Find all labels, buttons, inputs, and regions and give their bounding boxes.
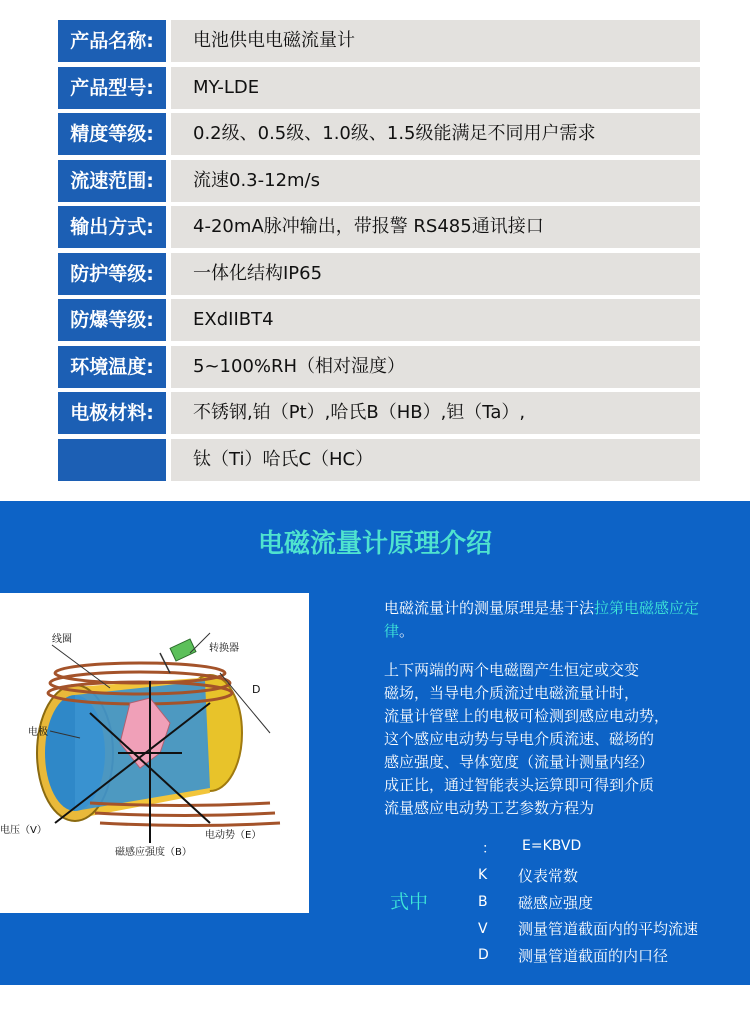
spec-label: [58, 439, 166, 481]
spec-value: 流速0.3-12m/s: [171, 160, 700, 202]
intro-highlight: 拉第电磁感应定律: [384, 599, 700, 640]
spec-row-electrode: [58, 392, 700, 434]
spec-row-protection: [58, 253, 700, 295]
emf-label: 电动势（E）: [205, 830, 262, 841]
converter-label: 转换器: [209, 643, 239, 654]
spec-row-model: [58, 67, 700, 109]
body-line: 这个感应电动势与导电介质流速、磁场的: [384, 730, 655, 748]
spec-label: 防护等级:: [58, 253, 166, 295]
spec-value: EXdIIBT4: [171, 299, 700, 341]
body-line: 流量感应电动势工艺参数方程为: [384, 799, 595, 817]
symbol-b: B: [478, 894, 488, 910]
spec-table: [58, 20, 700, 485]
spec-value: 4-20mA脉冲输出，带报警 RS485通讯接口: [171, 206, 700, 248]
spec-value: 电池供电电磁流量计: [171, 20, 700, 62]
body-line: 上下两端的两个电磁圈产生恒定或交变: [384, 661, 640, 679]
principle-body: [384, 659, 734, 820]
electrode-label: 电极: [28, 727, 48, 738]
flux-label: 磁感应强度（B）: [115, 847, 192, 858]
symbol-d: D: [478, 947, 489, 963]
symbol-v: V: [478, 921, 488, 937]
flowmeter-diagram: [0, 593, 309, 913]
symbol-k: K: [478, 867, 488, 883]
voltage-label: 电压（V）: [0, 825, 47, 836]
spec-label: 电极材料:: [58, 392, 166, 434]
spec-label: 输出方式:: [58, 206, 166, 248]
symbol-b-desc: 磁感应强度: [518, 894, 594, 912]
spec-label: 环境温度:: [58, 346, 166, 388]
section-title: 电磁流量计原理介绍: [257, 529, 492, 559]
spec-row-electrode-cont: [58, 439, 700, 481]
spec-value: 0.2级、0.5级、1.0级、1.5级能满足不同用户需求: [171, 113, 700, 155]
formula: E=KBVD: [522, 838, 582, 854]
spec-label: 产品名称:: [58, 20, 166, 62]
spec-value: 5~100%RH（相对湿度）: [171, 346, 700, 388]
spec-row-output: [58, 206, 700, 248]
coil-label: 线圈: [52, 634, 72, 645]
intro-paragraph: [384, 597, 714, 643]
spec-label: 流速范围:: [58, 160, 166, 202]
symbol-d-desc: 测量管道截面的内口径: [518, 947, 669, 965]
diameter-label: D: [252, 683, 261, 696]
spec-label: 精度等级:: [58, 113, 166, 155]
spec-value: 钛（Ti）哈氏C（HC）: [171, 439, 700, 481]
spec-label: 防爆等级:: [58, 299, 166, 341]
spec-value: 不锈钢,铂（Pt）,哈氏B（HB）,钽（Ta）,: [171, 392, 700, 434]
intro-prefix: 电磁流量计的测量原理是基于法: [384, 599, 595, 617]
symbol-k-desc: 仪表常数: [518, 867, 579, 885]
intro-suffix: 。: [399, 622, 415, 640]
spec-value: 一体化结构IP65: [171, 253, 700, 295]
spec-row-explosion: [58, 299, 700, 341]
spec-row-name: [58, 20, 700, 62]
symbol-v-desc: 测量管道截面内的平均流速: [518, 920, 699, 938]
spec-row-environment: [58, 346, 700, 388]
spec-row-velocity: [58, 160, 700, 202]
body-line: 感应强度、导体宽度（流量计测量内经）: [384, 753, 655, 771]
body-line: 流量计管壁上的电极可检测到感应电动势，: [384, 707, 670, 725]
formula-colon: ：: [482, 841, 496, 857]
spec-row-accuracy: [58, 113, 700, 155]
spec-value: MY-LDE: [171, 67, 700, 109]
body-line: 成正比，通过智能表头运算即可得到介质: [384, 776, 655, 794]
body-line: 磁场，当导电介质流过电磁流量计时，: [384, 684, 640, 702]
where-label: 式中: [390, 891, 429, 913]
spec-label: 产品型号:: [58, 67, 166, 109]
